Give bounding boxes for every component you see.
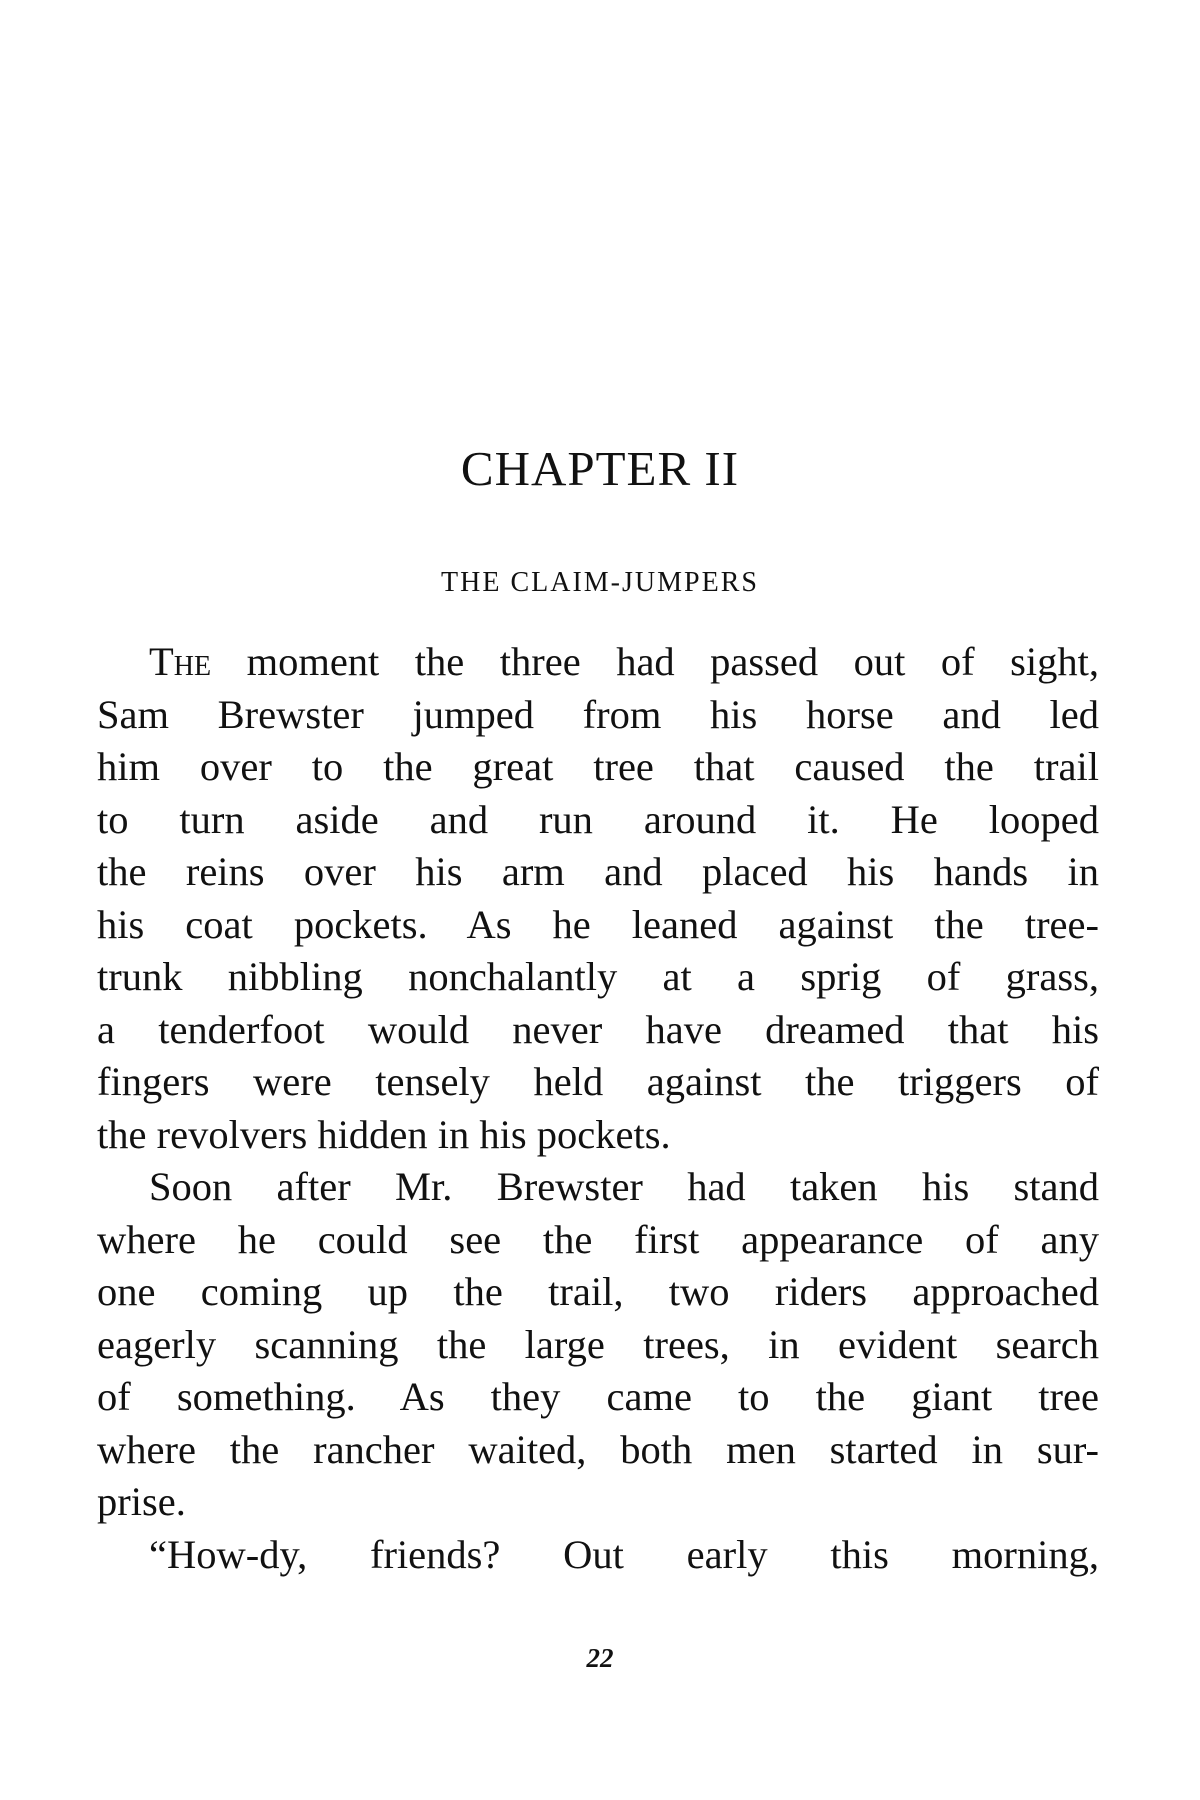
text-line-content: moment the three had passed out of sight, xyxy=(246,639,1100,684)
text-line: the reins over his arm and placed his hands in xyxy=(97,849,1099,894)
text-line: one coming up the trail, two riders approached xyxy=(97,1269,1099,1314)
lead-word: The xyxy=(149,639,212,684)
text-line xyxy=(97,636,1099,689)
text-line: “How-dy, friends? Out early this morning, xyxy=(149,1531,1099,1577)
text-line: Sam Brewster jumped from his horse and led xyxy=(97,691,1099,737)
chapter-title: CHAPTER II xyxy=(460,441,740,496)
body-text xyxy=(97,636,1099,1581)
text-line: prise. xyxy=(97,1479,186,1524)
page-number: 22 xyxy=(586,1643,614,1673)
paragraph-1 xyxy=(97,636,1099,1161)
paragraph-2 xyxy=(97,1161,1099,1529)
text-line: to turn aside and run around it. He looped xyxy=(97,796,1099,842)
paragraph-3 xyxy=(97,1529,1099,1582)
text-line: Soon after Mr. Brewster had taken his stand xyxy=(149,1164,1099,1209)
text-line: trunk nibbling nonchalantly at a sprig of grass, xyxy=(97,954,1099,999)
text-line: fingers were tensely held against the triggers of xyxy=(97,1059,1099,1104)
text-line: his coat pockets. As he leaned against the tree- xyxy=(97,901,1099,947)
text-line: a tenderfoot would never have dreamed that his xyxy=(97,1006,1099,1052)
text-line: eagerly scanning the large trees, in evident search xyxy=(97,1321,1099,1367)
text-line: the revolvers hidden in his pockets. xyxy=(97,1111,671,1157)
text-line: him over to the great tree that caused the trail xyxy=(97,744,1099,789)
text-line: where the rancher waited, both men started in sur- xyxy=(97,1426,1099,1472)
chapter-subtitle: THE CLAIM-JUMPERS xyxy=(441,567,759,598)
text-line: where he could see the first appearance of any xyxy=(97,1216,1099,1262)
text-line: of something. As they came to the giant tree xyxy=(97,1374,1099,1419)
